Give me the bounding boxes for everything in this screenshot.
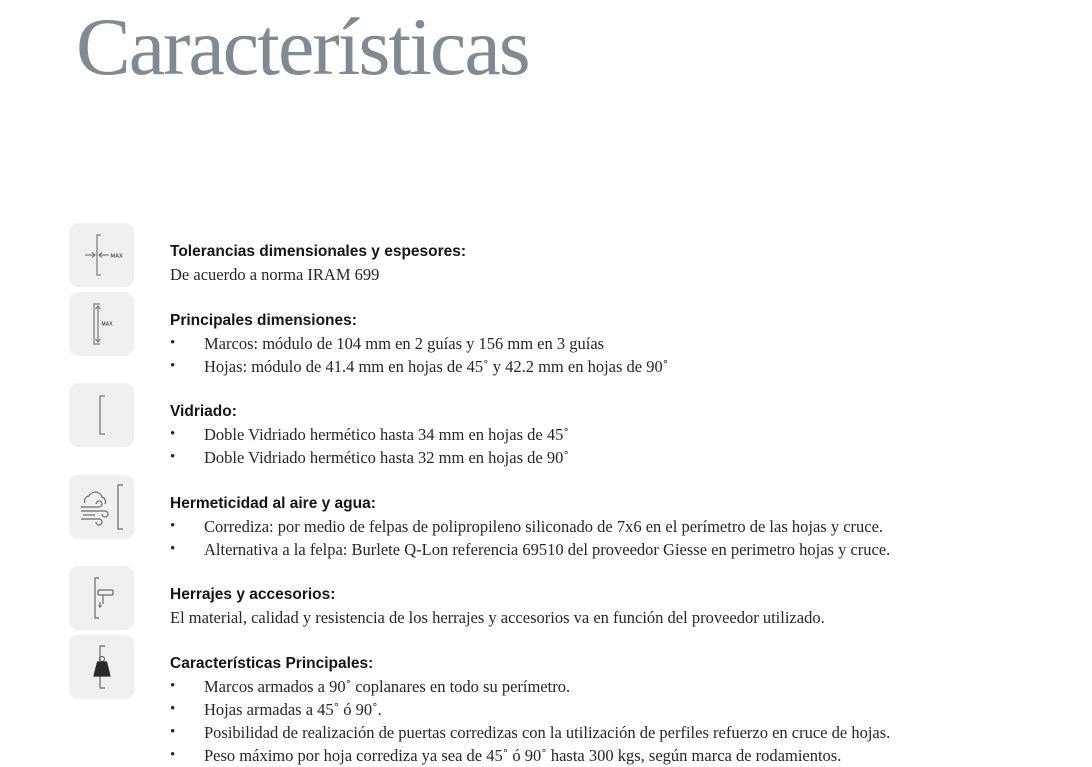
section-caracteristicas-principales bbox=[170, 652, 1072, 767]
section-text: De acuerdo a norma IRAM 699 bbox=[170, 265, 380, 284]
section-heading: Características Principales: bbox=[170, 655, 374, 672]
section-dimensiones bbox=[170, 309, 1072, 378]
section-heading: Vidriado: bbox=[170, 403, 237, 420]
handle-hardware-icon bbox=[69, 566, 134, 630]
list-item: • Doble Vidriado hermético hasta 34 mm en hojas de 45˚ bbox=[170, 423, 1072, 446]
weight-icon bbox=[69, 635, 134, 699]
glazing-bracket-icon bbox=[69, 383, 134, 447]
list-item: • Doble Vidriado hermético hasta 32 mm en hojas de 90˚ bbox=[170, 446, 1072, 469]
bullet-list bbox=[170, 515, 1072, 561]
bullet-list bbox=[170, 332, 1072, 378]
list-item: • Marcos: módulo de 104 mm en 2 guías y 156 mm en 3 guías bbox=[170, 332, 1072, 355]
section-vidriado bbox=[170, 400, 1072, 469]
svg-text:MAX: MAX bbox=[110, 253, 123, 260]
list-item: • Alternativa a la felpa: Burlete Q-Lon referencia 69510 del proveedor Giesse en perimetro hojas y cruce. bbox=[170, 538, 1072, 561]
section-herrajes bbox=[170, 583, 1072, 629]
section-hermeticidad bbox=[170, 492, 1072, 561]
page-title: Características bbox=[76, 1, 529, 92]
section-heading: Tolerancias dimensionales y espesores: bbox=[170, 243, 467, 260]
section-heading: Hermeticidad al aire y agua: bbox=[170, 495, 376, 512]
list-item: • Hojas armadas a 45˚ ó 90˚. bbox=[170, 698, 1072, 721]
section-tolerancias bbox=[170, 240, 1072, 286]
list-item: • Marcos armados a 90˚ coplanares en todo su perímetro. bbox=[170, 675, 1072, 698]
list-item: • Posibilidad de realización de puertas corredizas con la utilización de perfiles refuerzo en cruce de hojas. bbox=[170, 721, 1072, 744]
vertical-dimension-max-icon bbox=[69, 292, 134, 356]
bullet-list bbox=[170, 675, 1072, 767]
section-text: El material, calidad y resistencia de los herrajes y accesorios va en función del proveedor utilizado. bbox=[170, 608, 825, 627]
svg-text:MAX: MAX bbox=[101, 321, 113, 328]
section-heading: Herrajes y accesorios: bbox=[170, 586, 336, 603]
list-item: • Peso máximo por hoja corrediza ya sea de 45˚ ó 90˚ hasta 300 kgs, según marca de rodamientos. bbox=[170, 744, 1072, 767]
bullet-list bbox=[170, 423, 1072, 469]
section-heading: Principales dimensiones: bbox=[170, 312, 357, 329]
cloud-wind-icon bbox=[69, 475, 134, 539]
tolerance-max-icon bbox=[69, 223, 134, 287]
list-item: • Corrediza: por medio de felpas de polipropileno siliconado de 7x6 en el perímetro de las hojas y cruce. bbox=[170, 515, 1072, 538]
list-item: • Hojas: módulo de 41.4 mm en hojas de 45˚ y 42.2 mm en hojas de 90˚ bbox=[170, 355, 1072, 378]
